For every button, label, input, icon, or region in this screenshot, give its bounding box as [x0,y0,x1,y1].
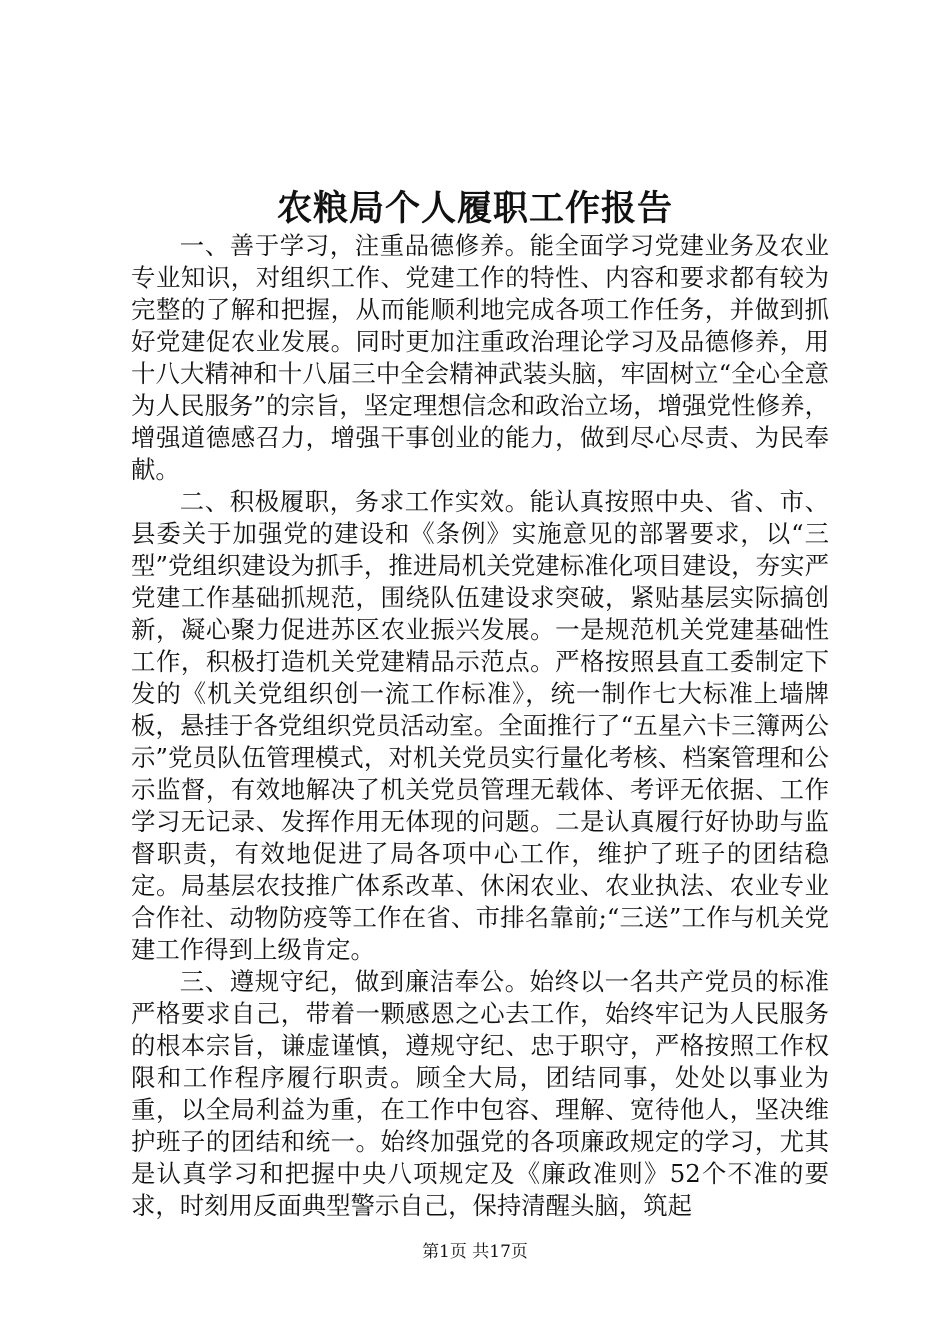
document-body [131,230,829,1222]
paragraph-3: 三、遵规守纪，做到廉洁奉公。始终以一名共产党员的标准严格要求自己，带着一颗感恩之心去工作，始终牢记为人民服务的根本宗旨，谦虚谨慎，遵规守纪、忠于职守，严格按照工作权限和工作程序履行职责。顾全大局，团结同事，处处以事业为重，以全局利益为重，在工作中包容、理解、宽待他人，坚决维护班子的团结和统一。始终加强党的各项廉政规定的学习，尤其是认真学习和把握中央八项规定及《廉政准则》52个不准的要求，时刻用反面典型警示自己，保持清醒头脑，筑起 [131,967,829,1220]
paragraph-2: 二、积极履职，务求工作实效。能认真按照中央、省、市、县委关于加强党的建设和《条例》实施意见的部署要求，以“三型”党组织建设为抓手，推进局机关党建标准化项目建设，夯实严党建工作基础抓规范，围绕队伍建设求突破，紧贴基层实际搞创新，凝心聚力促进苏区农业振兴发展。一是规范机关党建基础性工作，积极打造机关党建精品示范点。严格按照县直工委制定下发的《机关党组织创一流工作标准》，统一制作七大标准上墙牌板，悬挂于各党组织党员活动室。全面推行了“五星六卡三簿两公示”党员队伍管理模式，对机关党员实行量化考核、档案管理和公示监督，有效地解决了机关党员管理无载体、考评无依据、工作学习无记录、发挥作用无体现的问题。二是认真履行好协助与监督职责，有效地促进了局各项中心工作，维护了班子的团结稳定。局基层农技推广体系改革、休闲农业、农业执法、农业专业合作社、动物防疫等工作在省、市排名靠前;“三送”工作与机关党建工作得到上级肯定。 [131,487,829,964]
paragraph-1: 一、善于学习，注重品德修养。能全面学习党建业务及农业专业知识，对组织工作、党建工作的特性、内容和要求都有较为完整的了解和把握，从而能顺利地完成各项工作任务，并做到抓好党建促农业发展。同时更加注重政治理论学习及品德修养，用十八大精神和十八届三中全会精神武装头脑，牢固树立“全心全意为人民服务”的宗旨，坚定理想信念和政治立场，增强党性修养，增强道德感召力，增强干事创业的能力，做到尽心尽责、为民奉献。 [131,231,829,484]
page-footer [0,1241,950,1263]
page-title: 农粮局个人履职工作报告 [276,188,673,229]
page-number: 第1页 共17页 [422,1242,528,1262]
